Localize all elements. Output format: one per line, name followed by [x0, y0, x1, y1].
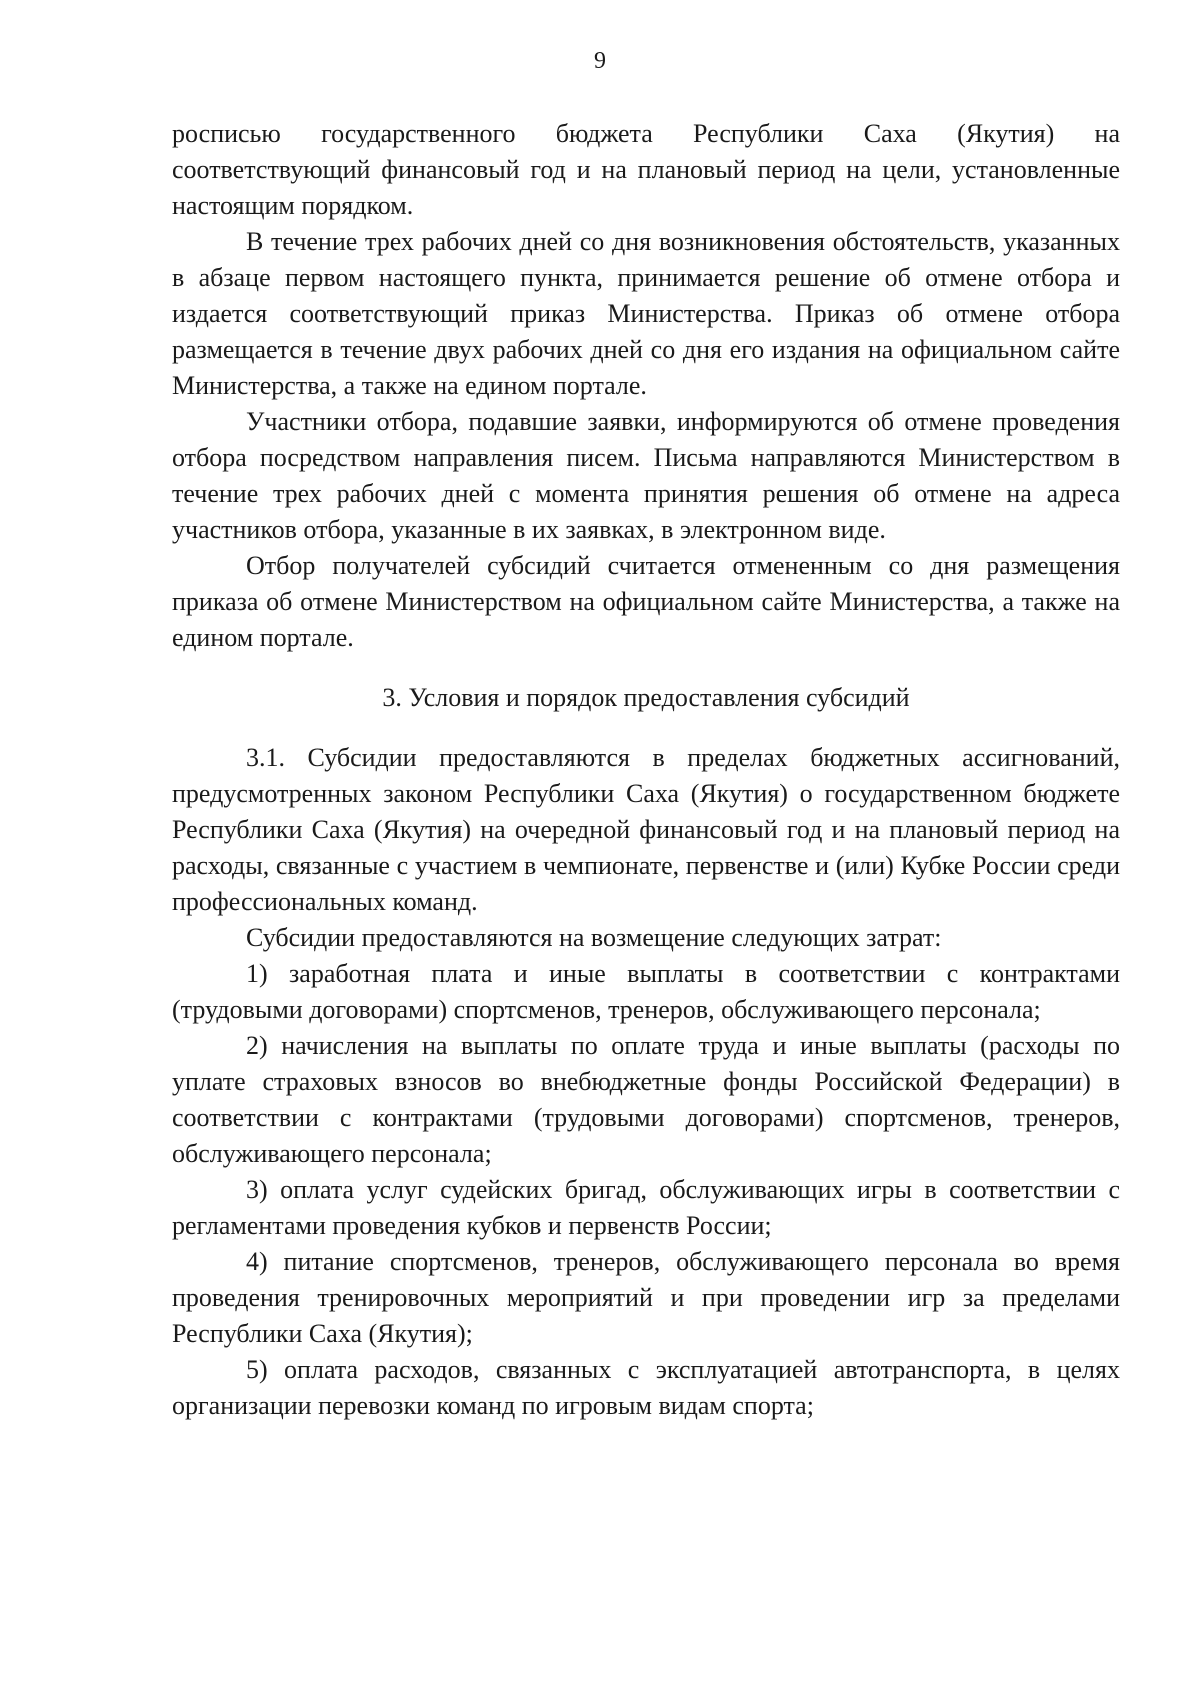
paragraph: Участники отбора, подавшие заявки, информируются об отмене проведения отбора посредством направления писем. Письма направляются Министерством в течение трех рабочих дней с момента принятия решения об отмене на адреса участников отбора, указанные в их заявках, в электронном виде. — [172, 407, 1120, 544]
list-item: 3) оплата услуг судейских бригад, обслуживающих игры в соответствии с регламентами проведения кубков и первенств России; — [172, 1175, 1120, 1240]
list-item: 2) начисления на выплаты по оплате труда и иные выплаты (расходы по уплате страховых взносов во внебюджетные фонды Российской Федерации) в соответствии с контрактами (трудовыми договорами) спортсменов, тренеров, обслуживающего персонала; — [172, 1031, 1120, 1168]
list-item: 5) оплата расходов, связанных с эксплуатацией автотранспорта, в целях организации перевозки команд по игровым видам спорта; — [172, 1355, 1120, 1420]
paragraph: Субсидии предоставляются на возмещение следующих затрат: — [246, 923, 942, 952]
document-body — [172, 116, 1120, 1424]
list-item: 4) питание спортсменов, тренеров, обслуживающего персонала во время проведения тренировочных мероприятий и при проведении игр за пределами Республики Саха (Якутия); — [172, 1247, 1120, 1348]
paragraph: Отбор получателей субсидий считается отмененным со дня размещения приказа об отмене Министерством на официальном сайте Министерства, а также на едином портале. — [172, 551, 1120, 652]
section-heading: 3. Условия и порядок предоставления субсидий — [382, 683, 910, 712]
page-number: 9 — [594, 48, 606, 74]
list-item: 1) заработная плата и иные выплаты в соответствии с контрактами (трудовыми договорами) спортсменов, тренеров, обслуживающего персонала; — [172, 959, 1120, 1024]
paragraph: В течение трех рабочих дней со дня возникновения обстоятельств, указанных в абзаце первом настоящего пункта, принимается решение об отмене отбора и издается соответствующий приказ Министерства. Приказ об отмене отбора размещается в течение двух рабочих дней со дня его издания на официальном сайте Министерства, а также на едином портале. — [172, 227, 1120, 400]
paragraph: росписью государственного бюджета Республики Саха (Якутия) на соответствующий финансовый год и на плановый период на цели, установленные настоящим порядком. — [172, 119, 1120, 220]
paragraph: 3.1. Субсидии предоставляются в пределах бюджетных ассигнований, предусмотренных законом Республики Саха (Якутия) о государственном бюджете Республики Саха (Якутия) на очередной финансовый год и на плановый период на расходы, связанные с участием в чемпионате, первенстве и (или) Кубке России среди профессиональных команд. — [172, 743, 1120, 916]
